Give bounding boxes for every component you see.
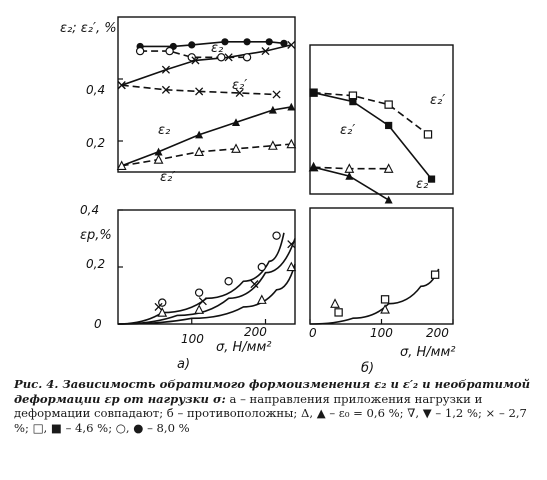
data-point-a-bottom-2-1 (195, 306, 203, 314)
series-line-a-top-4 (122, 107, 292, 166)
fitted-curve-b-bottom (310, 269, 439, 324)
data-point-b-top-1-2 (385, 122, 392, 129)
data-point-a-top-1-0 (137, 48, 144, 55)
figure-caption (14, 377, 539, 435)
panel-label-a: a) (177, 357, 191, 372)
caption-body: а – направления приложения нагрузки и деформации совпадают; б – противоположны; Δ, ▲ – ε₀ = 0,6 %; ∇, ▼ – 1,2 %; × – 2,7 %; □, ■ – 4,6 %; ○, ● – 8,0 % (14, 391, 527, 435)
data-point-a-bottom-2-2 (258, 296, 266, 304)
y-axis-label-top: ε₂; ε₂′, % (60, 21, 117, 36)
data-point-a-bottom-0-1 (196, 289, 203, 296)
data-point-b-top-0-3 (424, 131, 431, 138)
y-tick-0.2-top: 0,2 (86, 136, 106, 150)
data-point-a-bottom-0-4 (273, 232, 280, 239)
data-point-b-top-1-1 (349, 98, 356, 105)
data-point-b-top-3-2 (385, 196, 393, 204)
series-line-a-top-5 (122, 144, 292, 166)
curve-label-b-1: ε₂′ (430, 93, 446, 108)
x-tick-100-a: 100 (181, 332, 204, 346)
data-point-a-bottom-0-3 (258, 263, 265, 270)
data-point-a-top-1-4 (243, 54, 250, 61)
data-point-a-top-0-5 (266, 38, 273, 45)
curve-label-b-3: ε₂ (416, 177, 429, 192)
data-point-b-bottom-1-0 (331, 300, 339, 308)
data-point-a-top-1-1 (166, 48, 173, 55)
y-axis-label-bottom: εp,% (80, 228, 112, 243)
fitted-curve-a-bottom-1 (118, 239, 295, 325)
data-point-a-bottom-1-1 (199, 298, 206, 305)
x-axis-label-a: σ, Н/мм² (216, 340, 272, 355)
curve-label-b-2: ε₂′ (340, 123, 356, 138)
caption-title: Рис. 4. Зависимость обратимого формоизменения ε₂ и ε′₂ и необратимой деформации εp от нагрузки σ: (14, 377, 531, 406)
y-tick-0.4-top: 0,4 (86, 83, 106, 97)
data-point-b-bottom-0-2 (432, 271, 439, 278)
curve-label-a-1: ε₂ (211, 41, 224, 56)
y-tick-0-bottom: 0 (94, 317, 102, 331)
chart-text (60, 21, 456, 376)
y-tick-0.4-bottom: 0,4 (80, 203, 100, 217)
x-axis-label-b: σ, Н/мм² (400, 345, 456, 360)
data-point-a-top-0-4 (243, 38, 250, 45)
data-point-a-bottom-0-2 (225, 278, 232, 285)
panel-label-b: б) (361, 361, 375, 376)
x-tick-0-b: 0 (309, 326, 317, 340)
data-point-a-top-0-2 (188, 41, 195, 48)
curve-label-a-4: ε₂′ (160, 170, 176, 185)
curve-label-a-2: ε₂′ (232, 78, 248, 93)
series-line-a-top-3 (122, 85, 277, 94)
curve-label-a-3: ε₂ (158, 123, 171, 138)
data-point-b-top-1-3 (428, 176, 435, 183)
x-tick-100-b: 100 (370, 326, 393, 340)
data-point-a-top-0-6 (280, 40, 287, 47)
data-point-a-top-3-4 (273, 91, 280, 98)
x-tick-200-a: 200 (244, 325, 267, 339)
y-tick-0.2-bottom: 0,2 (86, 257, 106, 271)
frame-a-bottom (118, 210, 295, 324)
data-point-b-top-1-0 (310, 89, 317, 96)
x-tick-200-b: 200 (426, 326, 449, 340)
data-point-b-bottom-0-1 (381, 296, 388, 303)
data-point-b-top-0-2 (385, 101, 392, 108)
data-point-b-bottom-0-0 (335, 309, 342, 316)
series-line-b-top-1 (314, 93, 432, 179)
